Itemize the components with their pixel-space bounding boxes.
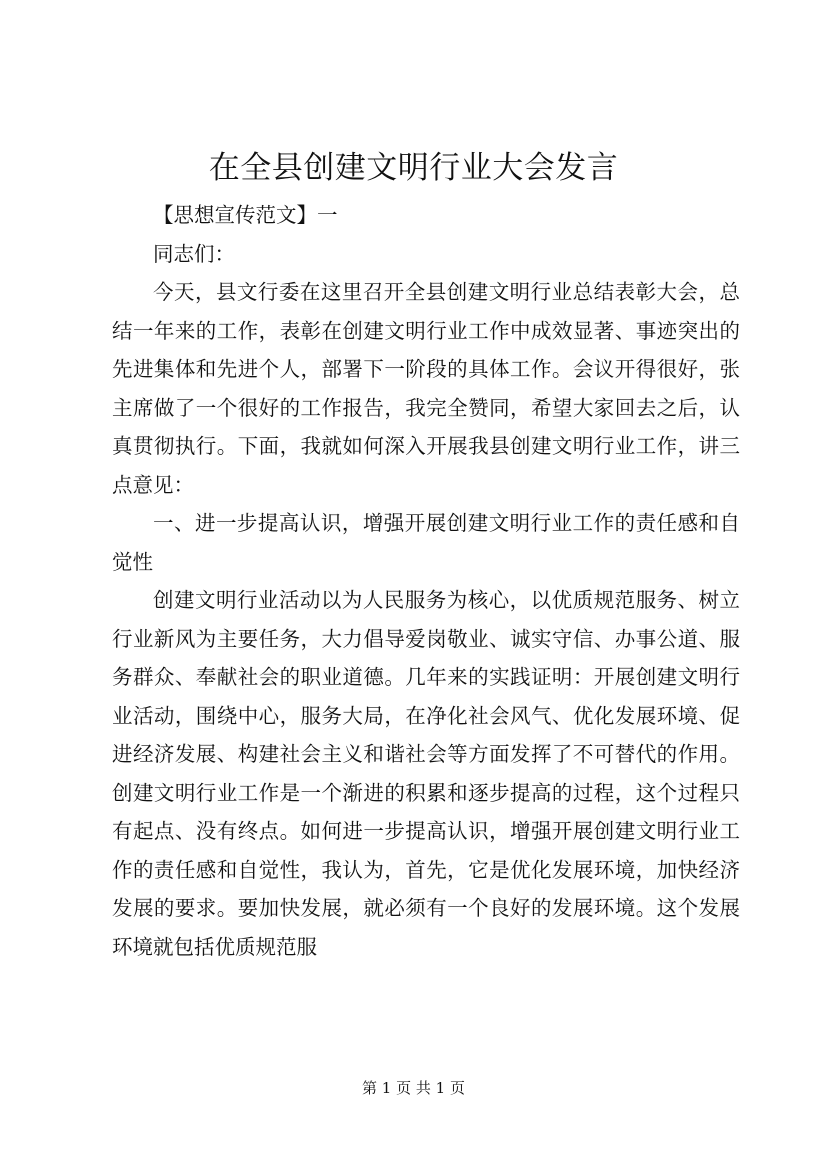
paragraph-salutation: 同志们： (153, 241, 235, 266)
paragraph-category: 【思想宣传范文】一 (153, 203, 338, 227)
document-title: 在全县创建文明行业大会发言 (208, 150, 619, 186)
paragraph-body: 创建文明行业活动以为人民服务为核心，以优质规范服务、树立行业新风为主要任务，大力倡导爱岗敬业、诚实守信、办事公道、服务群众、奉献社会的职业道德。几年来的实践证明：开展创建文明行业活动，围绕中心，服务大局，在净化社会风气、优化发展环境、促进经济发展、构建社会主义和谐社会等方面发挥了不可替代的作用。创建文明行业工作是一个渐进的积累和逐步提高的过程，这个过程只有起点、没有终点。如何进一步提高认识，增强开展创建文明行业工作的责任感和自觉性，我认为，首先，它是优化发展环境，加快经济发展的要求。要加快发展，就必须有一个良好的发展环境。这个发展环境就包括优质规范服 (112, 588, 740, 959)
paragraph-opening: 今天，县文行委在这里召开全县创建文明行业总结表彰大会，总结一年来的工作，表彰在创建文明行业工作中成效显著、事迹突出的先进集体和先进个人，部署下一阶段的具体工作。会议开得很好，张主席做了一个很好的工作报告，我完全赞同，希望大家回去之后，认真贯彻执行。下面，我就如何深入开展我县创建文明行业工作，讲三点意见： (112, 280, 740, 497)
paragraph-section-heading: 一、进一步提高认识，增强开展创建文明行业工作的责任感和自觉性 (112, 511, 740, 574)
page-footer: 第 1 页 共 1 页 (362, 1079, 465, 1097)
document-body (112, 196, 740, 966)
